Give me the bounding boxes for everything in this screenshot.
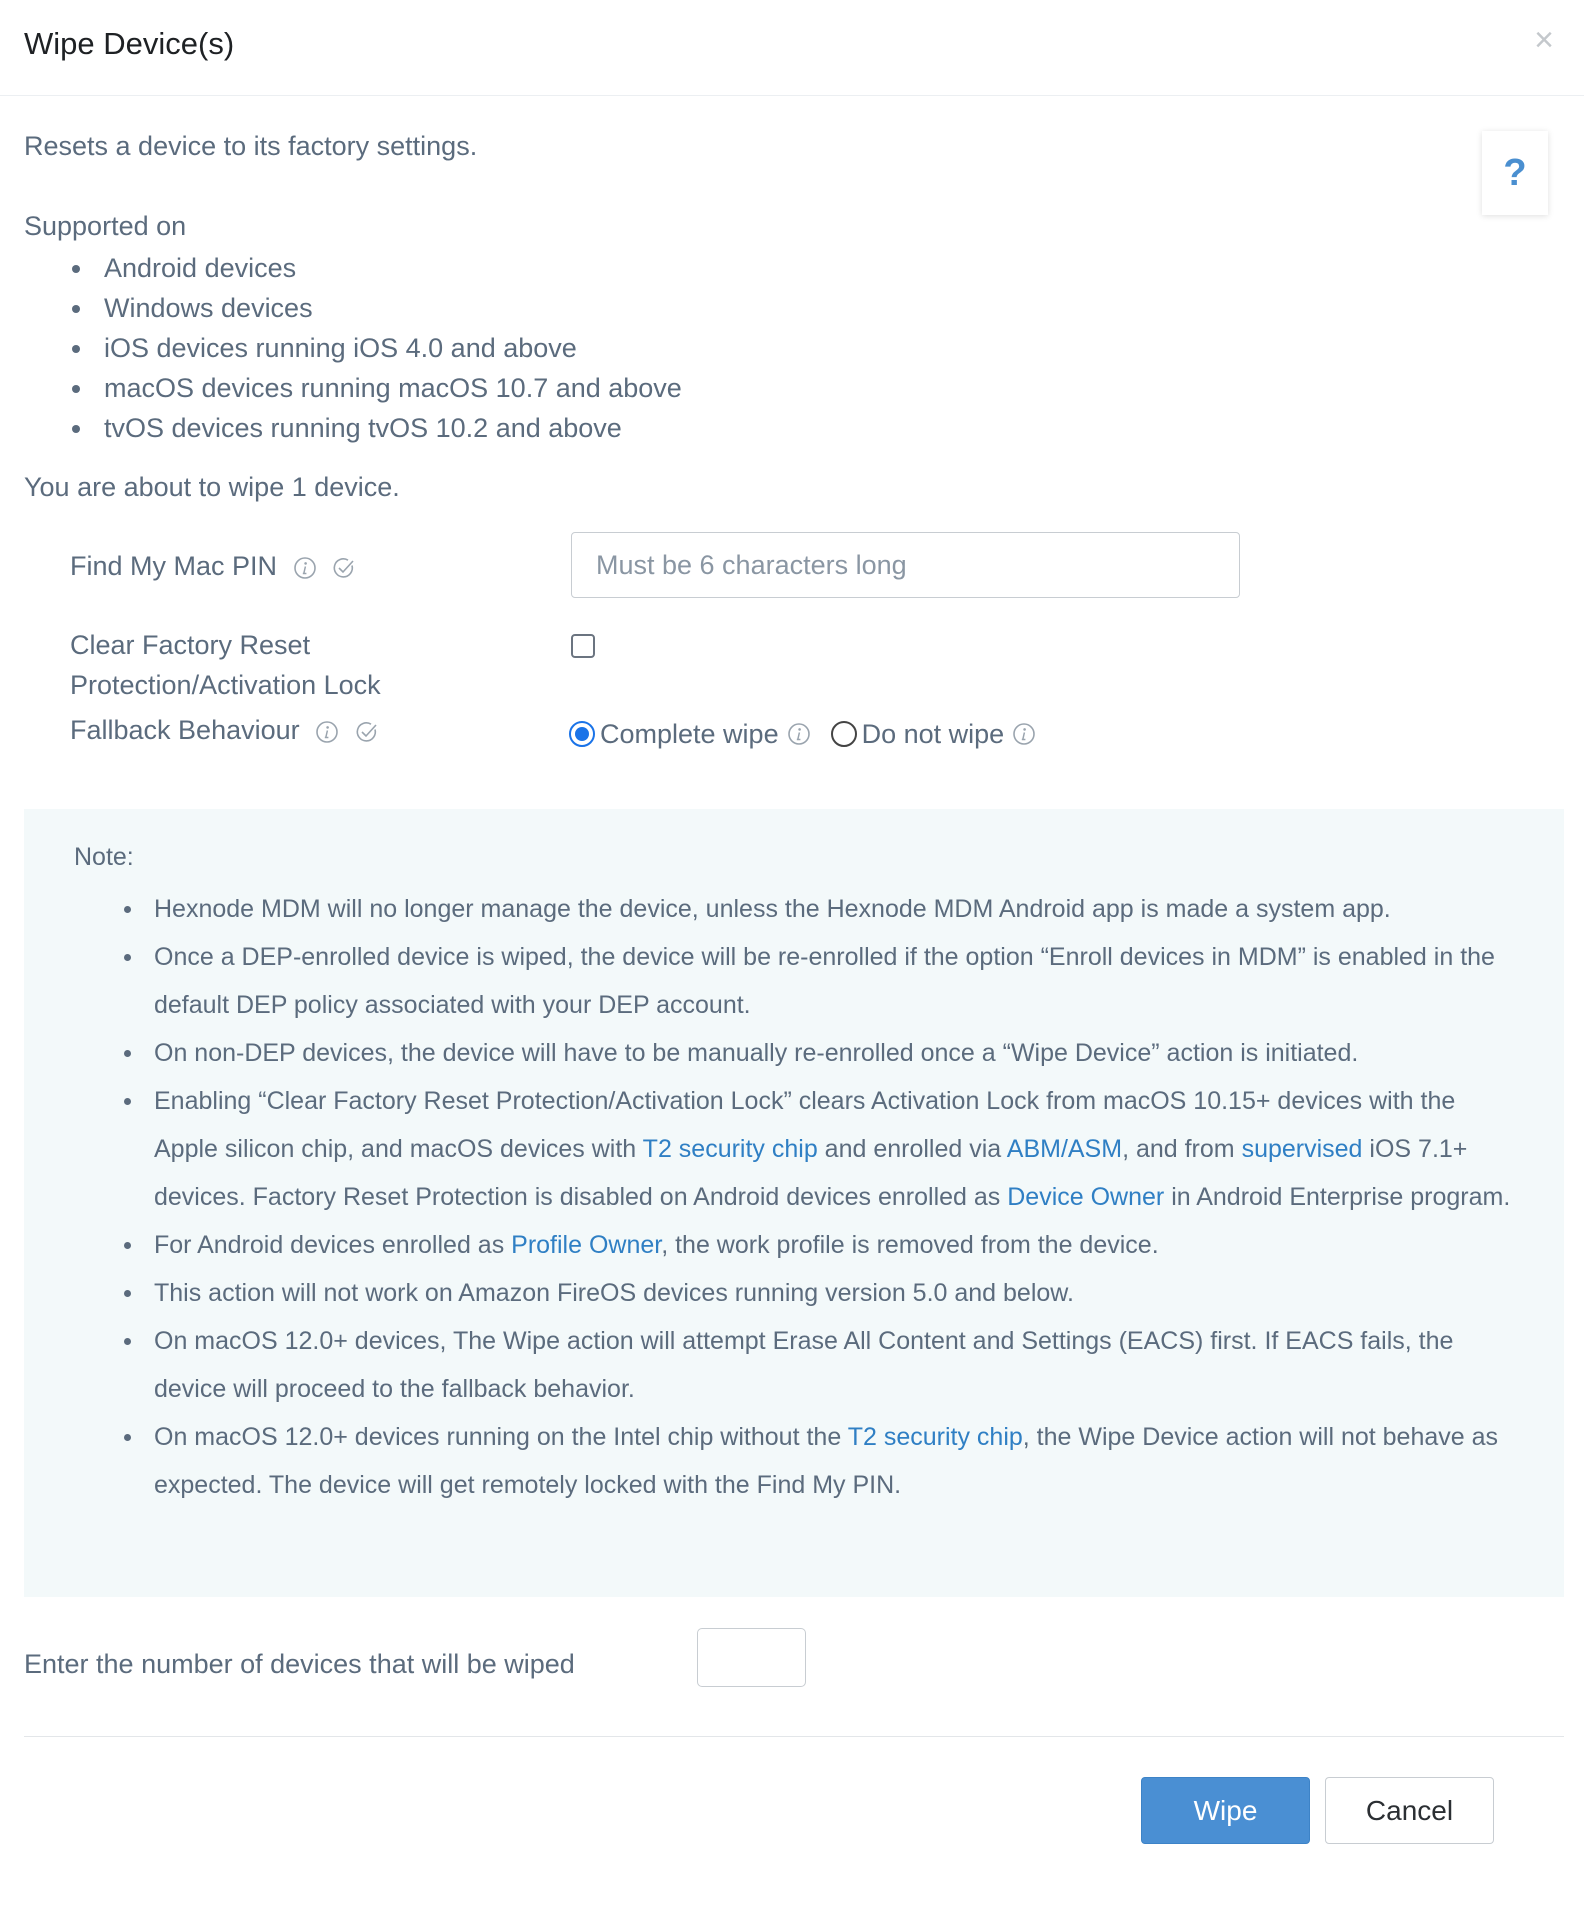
note-text: iOS 7.1+ devices. Factory Reset Protection is disabled on Android devices enrolled as bbox=[154, 1135, 1468, 1211]
list-item: Android devices bbox=[24, 248, 682, 288]
note-text: in Android Enterprise program. bbox=[1164, 1183, 1511, 1211]
device-count-input[interactable] bbox=[697, 1628, 806, 1687]
info-icon[interactable] bbox=[787, 722, 811, 746]
cancel-button[interactable]: Cancel bbox=[1325, 1777, 1494, 1844]
action-description: Resets a device to its factory settings. bbox=[24, 131, 478, 161]
list-item bbox=[74, 1077, 1524, 1221]
note-text: , the Wipe Device action will not behave as expected. The device will get remotely locked with the Find My PIN. bbox=[154, 1423, 1499, 1499]
modal-title: Wipe Device(s) bbox=[24, 26, 235, 61]
note-text: and enrolled via bbox=[817, 1135, 1007, 1163]
footer-divider bbox=[24, 1736, 1564, 1737]
do-not-wipe-label[interactable]: Do not wipe bbox=[861, 719, 1005, 749]
list-item: On non-DEP devices, the device will have to be manually re-enrolled once a “Wipe Device” action is initiated. bbox=[74, 1029, 1524, 1077]
abm-asm-link[interactable]: ABM/ASM bbox=[1006, 1135, 1123, 1163]
profile-owner-link[interactable]: Profile Owner bbox=[511, 1231, 662, 1259]
wipe-count-message: You are about to wipe 1 device. bbox=[24, 472, 400, 502]
complete-wipe-label[interactable]: Complete wipe bbox=[600, 719, 779, 749]
info-icon[interactable] bbox=[315, 720, 339, 744]
do-not-wipe-radio[interactable] bbox=[831, 721, 857, 747]
note-text: Enabling “Clear Factory Reset Protection/Activation Lock” clears Activation Lock from macOS 10.15+ devices with the Apple silicon chip, and macOS devices with bbox=[154, 1087, 1456, 1163]
clear-frp-label bbox=[70, 625, 381, 705]
fallback-radio-group bbox=[569, 714, 1036, 754]
note-list bbox=[74, 885, 1524, 1509]
list-item: Hexnode MDM will no longer manage the device, unless the Hexnode MDM Android app is made a system app. bbox=[74, 885, 1524, 933]
list-item: macOS devices running macOS 10.7 and above bbox=[24, 368, 682, 408]
list-item: iOS devices running iOS 4.0 and above bbox=[24, 328, 682, 368]
list-item: Windows devices bbox=[24, 288, 682, 328]
close-icon: × bbox=[1534, 21, 1554, 59]
list-item: tvOS devices running tvOS 10.2 and above bbox=[24, 408, 682, 448]
question-mark-icon: ? bbox=[1503, 151, 1527, 194]
supervised-link[interactable]: supervised bbox=[1241, 1135, 1363, 1163]
fallback-behaviour-label bbox=[70, 710, 379, 750]
list-item bbox=[74, 1413, 1524, 1509]
t2-security-chip-link[interactable]: T2 security chip bbox=[847, 1423, 1023, 1451]
close-button[interactable] bbox=[1524, 20, 1564, 60]
note-panel bbox=[24, 809, 1564, 1597]
list-item: Once a DEP-enrolled device is wiped, the device will be re-enrolled if the option “Enroll devices in MDM” is enabled in the default DEP policy associated with your DEP account. bbox=[74, 933, 1524, 1029]
supported-platforms-list bbox=[24, 248, 682, 448]
list-item: On macOS 12.0+ devices, The Wipe action will attempt Erase All Content and Settings (EACS) first. If EACS fails, the device will proceed to the fallback behavior. bbox=[74, 1317, 1524, 1413]
note-title: Note: bbox=[74, 843, 134, 871]
note-text: For Android devices enrolled as bbox=[154, 1231, 512, 1259]
modal-header bbox=[0, 0, 1584, 96]
clear-frp-checkbox[interactable] bbox=[571, 634, 595, 658]
find-my-mac-pin-input[interactable] bbox=[571, 532, 1240, 598]
t2-security-chip-link[interactable]: T2 security chip bbox=[642, 1135, 818, 1163]
clear-frp-label-line2: Protection/Activation Lock bbox=[70, 670, 381, 700]
info-icon[interactable] bbox=[293, 556, 317, 580]
note-text: On macOS 12.0+ devices running on the Intel chip without the bbox=[154, 1423, 848, 1451]
clear-frp-label-line1: Clear Factory Reset bbox=[70, 630, 311, 660]
check-circle-icon bbox=[355, 720, 379, 744]
help-button[interactable] bbox=[1482, 131, 1548, 215]
device-count-label: Enter the number of devices that will be wiped bbox=[24, 1649, 575, 1679]
list-item bbox=[74, 1221, 1524, 1269]
wipe-button[interactable]: Wipe bbox=[1141, 1777, 1310, 1844]
supported-on-heading: Supported on bbox=[24, 211, 187, 241]
note-text: , the work profile is removed from the device. bbox=[661, 1231, 1159, 1259]
note-text: , and from bbox=[1122, 1135, 1242, 1163]
complete-wipe-radio[interactable] bbox=[569, 721, 595, 747]
info-icon[interactable] bbox=[1012, 722, 1036, 746]
fallback-behaviour-label-text: Fallback Behaviour bbox=[70, 715, 300, 745]
check-circle-icon bbox=[332, 556, 356, 580]
find-my-mac-pin-label-text: Find My Mac PIN bbox=[70, 551, 278, 581]
device-owner-link[interactable]: Device Owner bbox=[1007, 1183, 1165, 1211]
find-my-mac-pin-label bbox=[70, 546, 356, 586]
list-item: This action will not work on Amazon FireOS devices running version 5.0 and below. bbox=[74, 1269, 1524, 1317]
